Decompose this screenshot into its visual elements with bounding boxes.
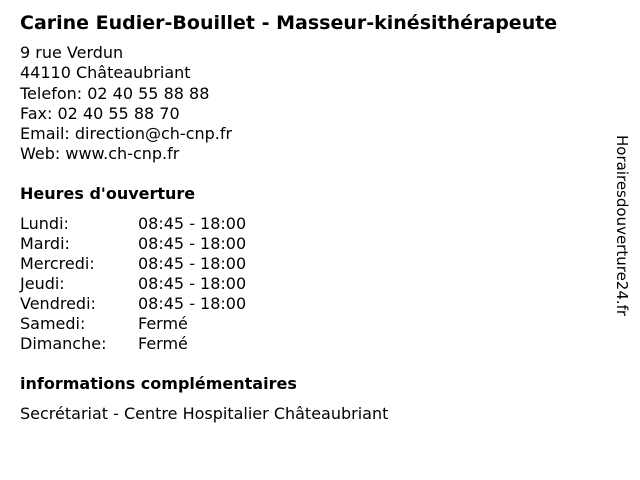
time-value: 08:45 - 18:00	[138, 234, 247, 253]
additional-info-heading: informations complémentaires	[20, 374, 297, 393]
web-address: Web: www.ch-cnp.fr	[20, 144, 180, 163]
day-label: Mercredi:	[20, 254, 95, 273]
day-label: Samedi:	[20, 314, 86, 333]
day-label: Mardi:	[20, 234, 70, 253]
address-city: 44110 Châteaubriant	[20, 63, 191, 82]
day-label: Vendredi:	[20, 294, 96, 313]
time-value: 08:45 - 18:00	[138, 294, 247, 313]
address-street: 9 rue Verdun	[20, 43, 124, 62]
phone-number: Telefon: 02 40 55 88 88	[20, 84, 210, 103]
day-label: Jeudi:	[20, 274, 65, 293]
time-value: 08:45 - 18:00	[138, 214, 247, 233]
site-watermark: Horairesdouverture24.fr	[613, 135, 631, 317]
fax-number: Fax: 02 40 55 88 70	[20, 104, 180, 123]
email-address: Email: direction@ch-cnp.fr	[20, 124, 233, 143]
time-value: 08:45 - 18:00	[138, 254, 247, 273]
time-value: Fermé	[138, 334, 188, 353]
opening-hours-heading: Heures d'ouverture	[20, 184, 196, 203]
additional-info-text: Secrétariat - Centre Hospitalier Châteaubriant	[20, 404, 389, 423]
business-title: Carine Eudier-Bouillet - Masseur-kinésithérapeute	[20, 12, 558, 34]
time-value: Fermé	[138, 314, 188, 333]
time-value: 08:45 - 18:00	[138, 274, 247, 293]
day-label: Dimanche:	[20, 334, 107, 353]
day-label: Lundi:	[20, 214, 69, 233]
